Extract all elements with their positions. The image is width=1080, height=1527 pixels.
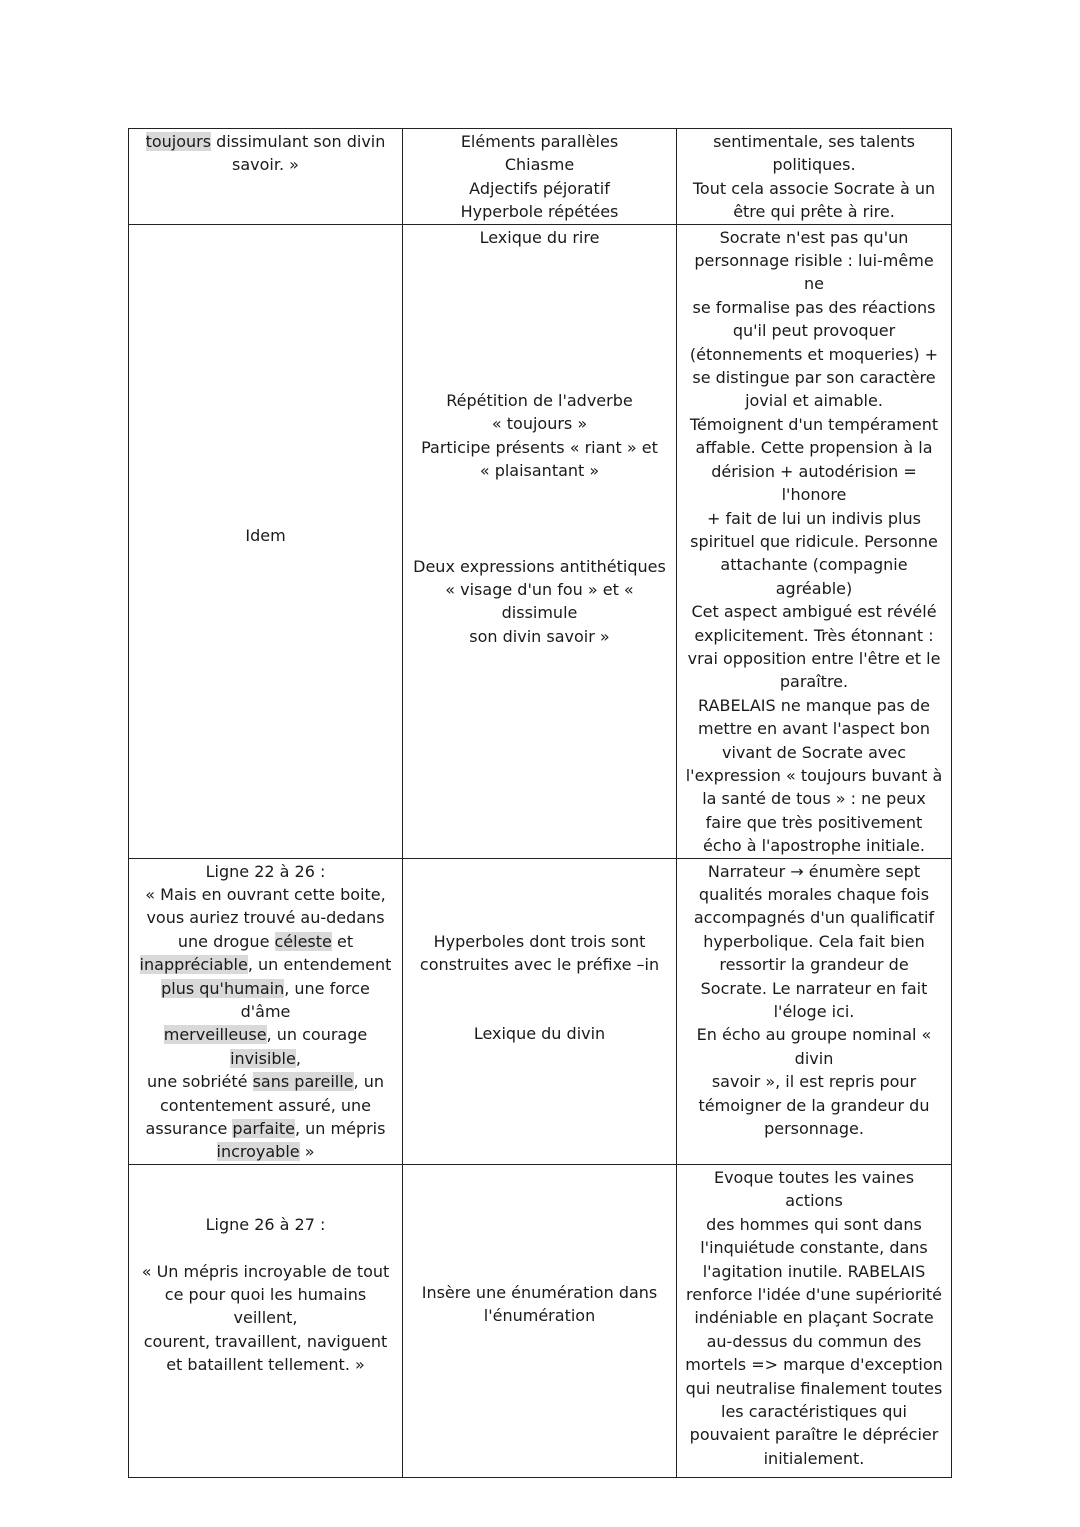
highlighted-word: incroyable xyxy=(216,1142,300,1162)
procedure-line: Eléments parallèles xyxy=(460,132,619,151)
procedure-line: son divin savoir » xyxy=(469,626,610,646)
interpretation-line: les caractéristiques qui xyxy=(721,1401,907,1421)
highlighted-word: invisible xyxy=(230,1048,296,1068)
procedure-cell xyxy=(403,129,677,225)
quote-cell xyxy=(129,1164,403,1477)
interpretation-cell xyxy=(677,224,952,858)
procedure-line: Participe présents « riant » et xyxy=(421,437,658,457)
procedure-line: Lexique du divin xyxy=(473,1024,606,1044)
quote-line: vous auriez trouvé au-dedans xyxy=(146,908,385,928)
interpretation-line: En écho au groupe nominal « divin xyxy=(696,1025,932,1068)
quote-line: savoir. » xyxy=(232,155,299,175)
quote-text: dissimulant son divin xyxy=(211,132,386,151)
analysis-table xyxy=(128,128,952,1478)
quote-text: , un xyxy=(353,1072,384,1092)
interpretation-line: vivant de Socrate avec xyxy=(721,742,906,762)
procedure-line: Insère une énumération dans xyxy=(421,1282,658,1302)
interpretation-line: dérision + autodérision = l'honore xyxy=(711,461,917,505)
highlighted-word: inappréciable xyxy=(139,955,248,975)
quote-line: et bataillent tellement. » xyxy=(166,1355,365,1375)
quote-text: une sobriété xyxy=(147,1072,253,1092)
highlighted-word: parfaite xyxy=(232,1119,295,1139)
interpretation-line: affable. Cette propension à la xyxy=(695,438,933,458)
quote-line xyxy=(135,1140,396,1163)
procedure-line: Hyperboles dont trois sont xyxy=(433,931,646,951)
quote-text: , un mépris xyxy=(294,1119,386,1139)
quote-line: « Un mépris incroyable de tout xyxy=(141,1261,390,1281)
interpretation-line: politiques. xyxy=(772,155,856,175)
procedure-line: Deux expressions antithétiques xyxy=(413,556,666,576)
procedure-line: Hyperbole répétées xyxy=(460,202,619,222)
interpretation-line: se formalise pas des réactions xyxy=(692,297,936,317)
quote-line xyxy=(135,930,396,953)
procedure-line: « toujours » xyxy=(491,414,588,434)
interpretation-line: témoigner de la grandeur du xyxy=(698,1095,930,1115)
quote-text: » xyxy=(299,1142,315,1162)
interpretation-line: être qui prête à rire. xyxy=(733,202,895,222)
interpretation-line: l'éloge ici. xyxy=(773,1002,855,1022)
interpretation-line: l'agitation inutile. RABELAIS xyxy=(702,1261,926,1281)
procedure-line: « plaisantant » xyxy=(479,461,600,481)
procedure-line: Lexique du rire xyxy=(479,227,600,247)
interpretation-line: initialement. xyxy=(763,1448,865,1468)
procedure-cell xyxy=(403,224,677,858)
interpretation-line: (étonnements et moqueries) + xyxy=(689,344,939,364)
quote-line xyxy=(135,130,396,153)
quote-text: , un courage xyxy=(266,1025,368,1045)
interpretation-line: Evoque toutes les vaines actions xyxy=(713,1167,915,1211)
interpretation-line: pouvaient paraître le déprécier xyxy=(689,1425,939,1445)
procedure-line: Répétition de l'adverbe xyxy=(446,391,633,411)
interpretation-line: agréable) xyxy=(775,578,853,598)
interpretation-line: mettre en avant l'aspect bon xyxy=(697,719,930,739)
quote-text: et xyxy=(331,931,354,951)
table-row xyxy=(129,224,952,858)
table-row xyxy=(129,1164,952,1477)
interpretation-line: Socrate. Le narrateur en fait xyxy=(700,978,928,998)
quote-line: contentement assuré, une xyxy=(159,1095,371,1115)
quote-line xyxy=(135,953,396,976)
highlighted-word: toujours xyxy=(145,132,212,151)
highlighted-word: sans pareille xyxy=(252,1072,354,1092)
interpretation-cell xyxy=(677,858,952,1164)
highlighted-word: céleste xyxy=(274,931,332,951)
interpretation-line: faire que très positivement xyxy=(705,812,923,832)
interpretation-line: accompagnés d'un qualificatif xyxy=(693,908,935,928)
procedure-cell xyxy=(403,858,677,1164)
interpretation-line: vrai opposition entre l'être et le xyxy=(687,648,941,668)
quote-line xyxy=(135,977,396,1024)
interpretation-line: qui neutralise finalement toutes xyxy=(685,1378,943,1398)
quote-text: assurance xyxy=(145,1119,233,1139)
interpretation-line: Tout cela associe Socrate à un xyxy=(692,178,936,198)
interpretation-line: qu'il peut provoquer xyxy=(732,321,896,341)
quote-text: une drogue xyxy=(177,931,275,951)
quote-text: , xyxy=(295,1048,301,1068)
highlighted-word: merveilleuse xyxy=(163,1025,267,1045)
quote-text: , une force d'âme xyxy=(240,978,370,1022)
interpretation-line: mortels => marque d'exception xyxy=(685,1355,943,1375)
line-reference: Ligne 26 à 27 : xyxy=(205,1214,326,1234)
interpretation-line: Narrateur → énumère sept xyxy=(707,861,921,881)
procedure-line: « visage d'un fou » et « dissimule xyxy=(445,580,634,623)
quote-line: ce pour quoi les humains veillent, xyxy=(164,1285,367,1328)
interpretation-line: indéniable en plaçant Socrate xyxy=(694,1308,934,1328)
interpretation-line: personnage risible : lui-même ne xyxy=(694,251,934,294)
line-reference: Ligne 22 à 26 : xyxy=(205,861,326,881)
table-row xyxy=(129,129,952,225)
quote-text: , un entendement xyxy=(247,955,392,975)
interpretation-line: qualités morales chaque fois xyxy=(698,885,930,904)
interpretation-line: savoir », il est repris pour xyxy=(711,1072,917,1092)
interpretation-line: personnage. xyxy=(764,1119,864,1139)
interpretation-line: au-dessus du commun des xyxy=(706,1331,922,1351)
table-row xyxy=(129,858,952,1164)
quote-line xyxy=(135,1117,396,1140)
interpretation-line: écho à l'apostrophe initiale. xyxy=(703,836,925,856)
quote-line xyxy=(135,1070,396,1093)
interpretation-line: la santé de tous » : ne peux xyxy=(702,789,926,809)
interpretation-line: Cet aspect ambigué est révélé xyxy=(691,602,937,622)
procedure-cell xyxy=(403,1164,677,1477)
interpretation-cell xyxy=(677,129,952,225)
interpretation-line: renforce l'idée d'une supériorité xyxy=(686,1284,942,1304)
interpretation-line: spirituel que ridicule. Personne xyxy=(690,531,938,551)
interpretation-line: attachante (compagnie xyxy=(720,555,908,575)
interpretation-line: l'expression « toujours buvant à xyxy=(685,765,943,785)
interpretation-line: + fait de lui un indivis plus xyxy=(707,508,921,528)
idem-label: Idem xyxy=(245,526,286,546)
procedure-line: l'énumération xyxy=(483,1306,596,1326)
interpretation-line: Témoignent d'un tempérament xyxy=(689,414,939,434)
interpretation-line: ressortir la grandeur de xyxy=(719,955,909,975)
quote-cell xyxy=(129,129,403,225)
quote-cell xyxy=(129,858,403,1164)
quote-cell xyxy=(129,224,403,858)
interpretation-line: des hommes qui sont dans xyxy=(706,1214,922,1234)
interpretation-line: sentimentale, ses talents xyxy=(713,132,915,151)
quote-line: courent, travaillent, naviguent xyxy=(143,1331,388,1351)
quote-line: « Mais en ouvrant cette boite, xyxy=(145,885,386,904)
interpretation-line: explicitement. Très étonnant : xyxy=(694,625,934,645)
interpretation-line: paraître. xyxy=(779,672,849,692)
interpretation-line: l'inquiétude constante, dans xyxy=(700,1238,928,1258)
procedure-line: Chiasme xyxy=(504,155,575,175)
interpretation-line: RABELAIS ne manque pas de xyxy=(698,695,930,715)
interpretation-line: se distingue par son caractère xyxy=(692,368,936,388)
procedure-line: Adjectifs péjoratif xyxy=(469,178,610,198)
interpretation-line: jovial et aimable. xyxy=(745,391,883,411)
procedure-line: construites avec le préfixe –in xyxy=(419,955,660,974)
interpretation-line: Socrate n'est pas qu'un xyxy=(719,227,909,247)
interpretation-cell xyxy=(677,1164,952,1477)
highlighted-word: plus qu'humain xyxy=(161,978,285,998)
interpretation-line: hyperbolique. Cela fait bien xyxy=(703,931,925,951)
quote-line xyxy=(135,1023,396,1070)
